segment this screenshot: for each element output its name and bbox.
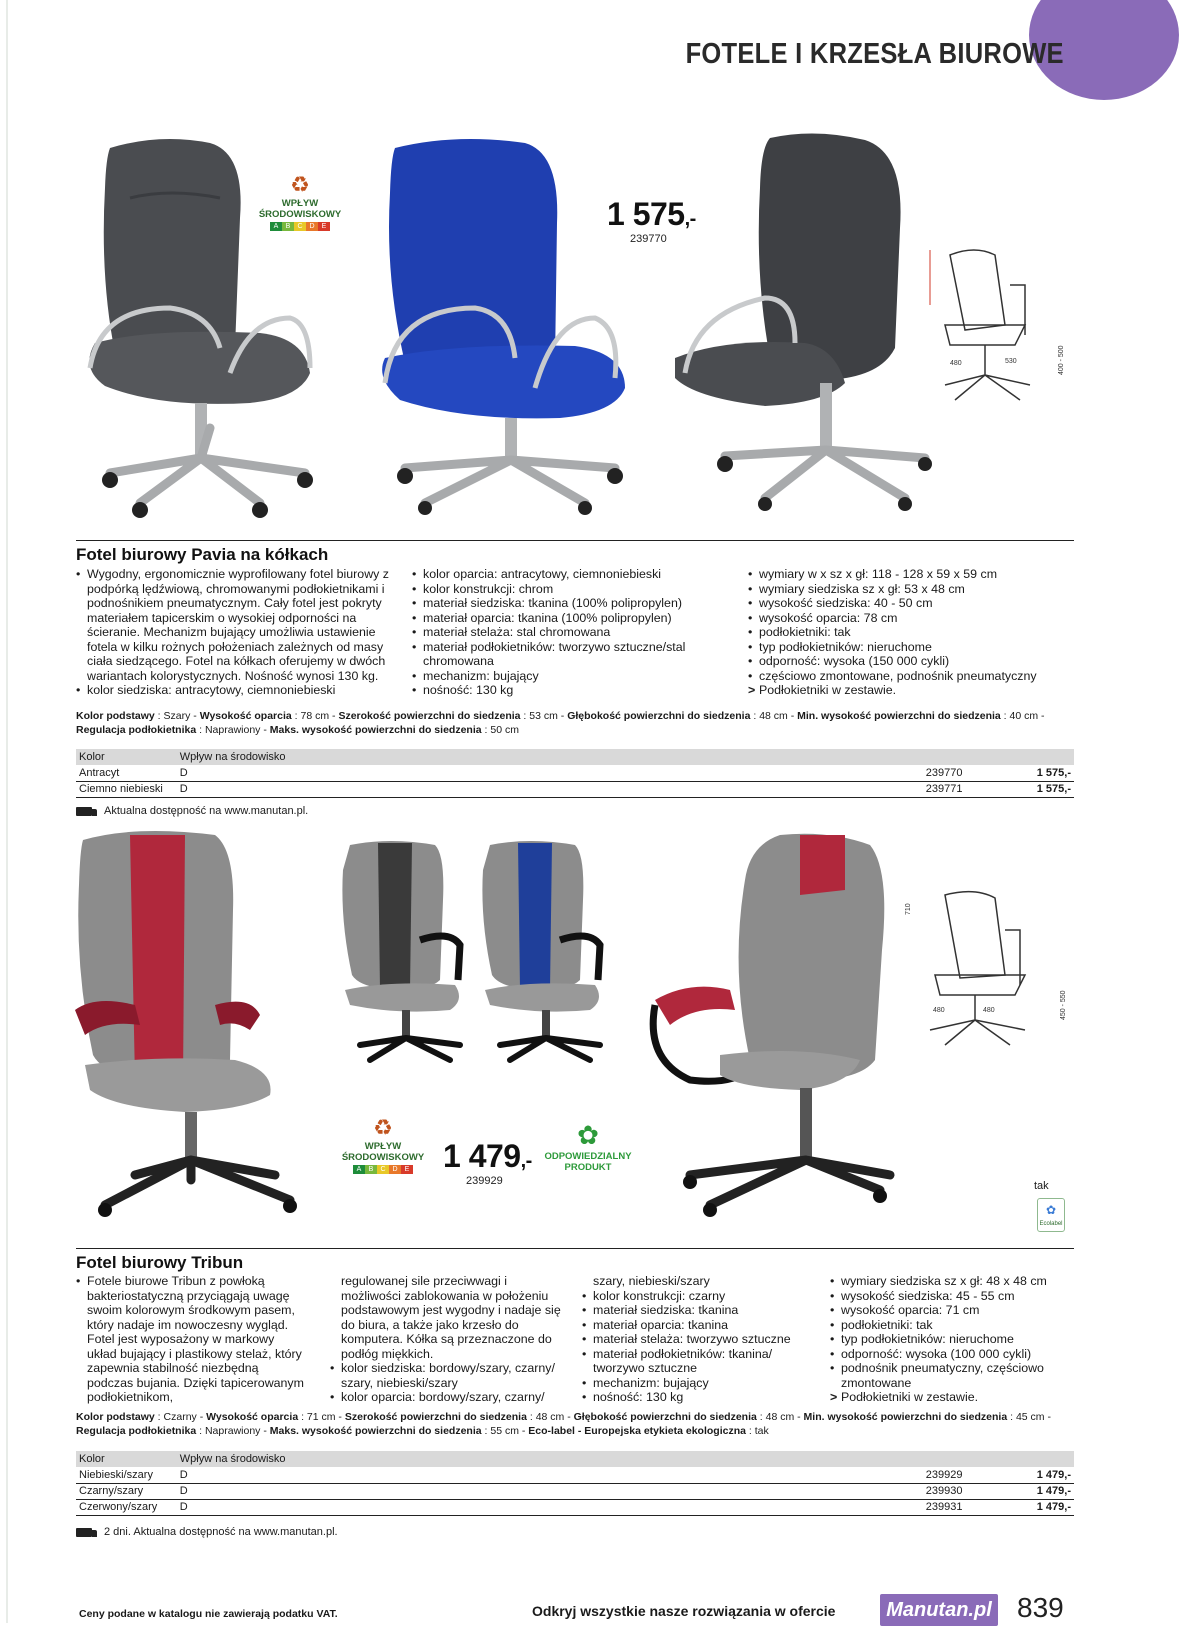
tribun-col3 [582,1274,812,1405]
description-col3 [748,567,1078,698]
desc-item: • wymiary siedziska sz x gł: 48 x 48 cm [830,1274,1075,1289]
responsible-line1: ODPOWIEDZIALNY [544,1151,632,1162]
scale-e: E [401,1165,413,1174]
variants-table-tribun [76,1451,1074,1516]
tribun-col4 [830,1274,1075,1405]
vat-note: Ceny podane w katalogu nie zawierają podatku VAT. [79,1608,338,1620]
desc-item: • materiał oparcia: tkanina [582,1318,812,1333]
variants-table-pavia [76,749,1074,798]
scale-e: E [318,222,330,231]
desc-item: • kolor konstrukcji: czarny [582,1289,812,1304]
desc-continued: szary, niebieski/szary [593,1274,710,1288]
discover-offer: Odkryj wszystkie nasze rozwiązania w ofercie [532,1603,836,1619]
cell-code: 239929 [923,1467,994,1483]
scale-b: B [365,1165,377,1174]
desc-item: • podnośnik pneumatyczny, częściowo zmontowane [830,1361,1075,1390]
scale-d: D [306,222,318,231]
badge-line1: WPŁYW [281,198,319,209]
badge-line1: WPŁYW [364,1141,402,1152]
price-code-tribun: 239929 [466,1175,503,1187]
scale-d: D [389,1165,401,1174]
cell-kolor: Ciemno niebieski [76,781,177,797]
badge-line2: ŚRODOWISKOWY [258,209,342,220]
scale-a: A [353,1165,365,1174]
desc-continued: regulowanej sile przeciwwagi i możliwości zablokowania w położeniu podstawowym jest wygodny i nadaje się do biura, a także jako krzesło do komputera. Kółka są przeznaczone do podłóg miękkich. [341,1274,561,1361]
page-title: FOTELE I KRZESŁA BIUROWE [685,38,1064,70]
price-code-pavia: 239770 [630,233,667,245]
table-row[interactable] [76,1499,1074,1515]
cell-impact: D [177,1499,923,1515]
availability-text[interactable]: 2 dni. Aktualna dostępność na www.manutan.pl. [104,1526,338,1538]
desc-item: • nośność: 130 kg [582,1390,812,1405]
dim-left: 480 [950,360,962,367]
table-row[interactable] [76,1467,1074,1483]
divider [76,1248,1074,1249]
product-image-pavia-blue [385,138,640,513]
dim-back: 710 [905,903,912,915]
desc-item: • wysokość oparcia: 78 cm [748,611,1078,626]
dim-height: 400 - 500 [1058,345,1065,375]
desc-item: • wysokość oparcia: 71 cm [830,1303,1075,1318]
cell-impact: D [177,765,923,781]
product-image-tribun-back [650,830,900,1215]
desc-item: • odporność: wysoka (150 000 cykli) [748,654,1078,669]
product-title-pavia: Fotel biurowy Pavia na kółkach [76,545,329,564]
badge-line2: ŚRODOWISKOWY [341,1152,425,1163]
price-tribun: 1 479,- [443,1138,532,1174]
desc-item: • wysokość siedziska: 40 - 50 cm [748,596,1078,611]
col-head-impact: Wpływ na środowisko [179,751,286,763]
cell-code: 239771 [923,781,994,797]
availability-tribun [76,1526,338,1538]
page-edge-line [6,0,8,1623]
desc-item: • materiał siedziska: tkanina (100% polipropylen) [412,596,722,611]
manutan-logo[interactable]: Manutan.pl [880,1594,998,1626]
tribun-col2 [330,1274,566,1405]
desc-item: • kolor siedziska: antracytowy, ciemnoniebieski [76,683,401,698]
col-head-kolor: Kolor [79,1453,105,1465]
cell-price: 1 575,- [993,765,1074,781]
desc-item: • częściowo zmontowane, podnośnik pneumatyczny [748,669,1078,684]
specs-pavia: Kolor podstawy : Szary - Wysokość oparcia : 78 cm - Szerokość powierzchni do siedzenia : 53 cm - Głębokość powierzchni do siedzenia : 48 cm - Min. wysokość powierzchni do siedzenia : 40 cm - Regulacja podłokietnika : Naprawiony - Maks. wysokość powierzchni do siedzenia : 50 cm [76,710,1045,736]
dim-left: 480 [933,1007,945,1014]
impact-scale [255,222,345,231]
cell-kolor: Czerwony/szary [76,1499,177,1515]
ecolabel-logo [1037,1198,1065,1232]
divider [76,540,1074,541]
ecolabel-tak: tak [1034,1180,1049,1192]
product-image-pavia-back [675,128,930,513]
cell-kolor: Niebieski/szary [76,1467,177,1483]
cell-price: 1 479,- [993,1499,1074,1515]
desc-item: • podłokietniki: tak [830,1318,1075,1333]
truck-icon [76,807,92,816]
cell-code: 239930 [923,1483,994,1499]
desc-item: • wymiary siedziska sz x gł: 53 x 48 cm [748,582,1078,597]
scale-c: C [294,222,306,231]
cell-code: 239770 [923,765,994,781]
desc-item: • podłokietniki: tak [748,625,1078,640]
seedling-hand-icon: ✿ [577,1120,599,1150]
responsible-product-badge [543,1120,633,1173]
desc-item: • mechanizm: bujający [582,1376,812,1391]
eco-impact-badge-2 [338,1115,428,1174]
desc-item: • materiał siedziska: tkanina [582,1303,812,1318]
dimension-diagram-pavia [925,245,1075,405]
desc-item: • kolor oparcia: antracytowy, ciemnoniebieski [412,567,722,582]
dim-right: 530 [1005,358,1017,365]
price-pavia: 1 575,- [607,196,696,232]
product-image-tribun-red [75,830,320,1215]
desc-item: • kolor konstrukcji: chrom [412,582,722,597]
desc-item: • wymiary w x sz x gł: 118 - 128 x 59 x 59 cm [748,567,1078,582]
dim-height: 450 - 550 [1060,990,1067,1020]
specs-tribun: Kolor podstawy : Czarny - Wysokość oparcia : 71 cm - Szerokość powierzchni do siedzenia : 48 cm - Głębokość powierzchni do siedzenia : 48 cm - Min. wysokość powierzchni do siedzenia : 45 cm - Regulacja podłokietnika : Naprawiony - Maks. wysokość powierzchni do siedzenia : 55 cm - Eco-label - Europejska etykieta ekologiczna : tak [76,1411,1051,1437]
cell-price: 1 575,- [993,781,1074,797]
col-head-kolor: Kolor [79,751,105,763]
responsible-line2: PRODUKT [564,1162,612,1173]
table-row[interactable] [76,1483,1074,1499]
desc-item: • typ podłokietników: nieruchome [748,640,1078,655]
table-row[interactable] [76,765,1074,781]
description-col1 [76,567,401,698]
truck-icon [76,1528,92,1537]
desc-item: • materiał podłokietników: tworzywo sztuczne/stal chromowana [412,640,722,669]
cell-impact: D [177,781,923,797]
cell-kolor: Czarny/szary [76,1483,177,1499]
desc-item: • materiał oparcia: tkanina (100% polipropylen) [412,611,722,626]
leaf-globe-icon: ♻ [290,172,310,197]
ecolabel-text: Ecolabel [1039,1221,1063,1227]
desc-item: • kolor oparcia: bordowy/szary, czarny/ [330,1390,566,1405]
dimension-diagram-tribun [905,890,1075,1050]
cell-price: 1 479,- [993,1483,1074,1499]
cell-impact: D [177,1483,923,1499]
desc-item: • materiał stelaża: stal chromowana [412,625,722,640]
desc-item: • wysokość siedziska: 45 - 55 cm [830,1289,1075,1304]
impact-scale [338,1165,428,1174]
cell-kolor: Antracyt [76,765,177,781]
availability-text[interactable]: Aktualna dostępność na www.manutan.pl. [104,805,309,817]
cell-impact: D [177,1467,923,1483]
desc-item: • nośność: 130 kg [412,683,722,698]
availability-pavia [76,805,308,817]
dim-right: 480 [983,1007,995,1014]
col-head-impact: Wpływ na środowisko [179,1453,286,1465]
scale-c: C [377,1165,389,1174]
cell-price: 1 479,- [993,1467,1074,1483]
desc-note: > Podłokietniki w zestawie. [748,683,1078,698]
cell-code: 239931 [923,1499,994,1515]
desc-item: • materiał podłokietników: tkanina/ tworzywo sztuczne [582,1347,812,1376]
product-image-tribun-blue [480,840,620,1065]
scale-b: B [282,222,294,231]
desc-item: • typ podłokietników: nieruchome [830,1332,1075,1347]
table-row[interactable] [76,781,1074,797]
desc-item: • kolor siedziska: bordowy/szary, czarny/ szary, niebieski/szary [330,1361,566,1390]
description-col2 [412,567,722,698]
eu-flower-icon: ✿ [1046,1203,1057,1217]
page-number: 839 [1017,1592,1064,1623]
desc-item: • Wygodny, ergonomicznie wyprofilowany fotel biurowy z podpórką lędźwiową, chromowanymi podłokietnikami i podnośnikiem pneumatycznym. Cały fotel jest pokryty materiałem tapicerskim o wysokiej odporności na ścieranie. Mechanizm bujający umożliwia ustawienie fotela w kilku rożnych położeniach zależnych od masy ciała siedzącego. Fotel na kółkach oferujemy w dwóch wariantach kolorystycznych. Nośność wynosi 130 kg. [76,567,401,683]
scale-a: A [270,222,282,231]
eco-impact-badge-1 [255,172,345,231]
desc-item: • mechanizm: bujający [412,669,722,684]
product-image-tribun-black [340,840,480,1065]
desc-note: > Podłokietniki w zestawie. [830,1390,1075,1405]
tribun-col1 [76,1274,304,1405]
desc-item: • Fotele biurowe Tribun z powłoką bakteriostatyczną przyciągają uwagę swoim kolorowym środkowym pasem, który nadaje im nowoczesny wygląd. Fotel jest wyposażony w markowy układ bujający i plastikowy stelaż, który zapewnia stabilność niezbędną podczas bujania. Dzięki tapicerowanym podłokietnikom, [76,1274,304,1405]
desc-item: • materiał stelaża: tworzywo sztuczne [582,1332,812,1347]
desc-item: • odporność: wysoka (100 000 cykli) [830,1347,1075,1362]
product-title-tribun: Fotel biurowy Tribun [76,1253,244,1272]
leaf-globe-icon: ♻ [373,1115,393,1140]
